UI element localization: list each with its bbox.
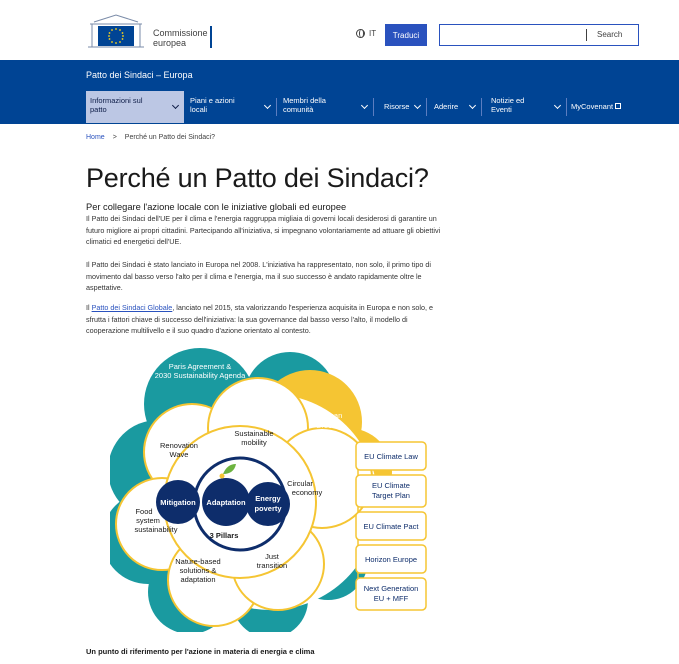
language-selector[interactable]: [356, 29, 376, 38]
petal-food-line2: system: [136, 516, 160, 525]
chevron-down-icon: [361, 102, 368, 109]
site-name[interactable]: Patto dei Sindaci – Europa: [86, 70, 193, 80]
paragraph-intro: Il Patto dei Sindaci dell'UE per il clima e l'energia raggruppa migliaia di governi locali desiderosi di garantire un futuro migliore ai propri cittadini. Partecipando all'iniziativa, si impegnano volontariamente ad attuare gli obiettivi climatici ed energetici dell'UE.: [86, 214, 441, 247]
lead-paragraph: Per collegare l'azione locale con le iniziative globali ed europee: [86, 202, 347, 212]
side-box-horizon-label: Horizon Europe: [364, 555, 418, 564]
logo-divider: [210, 26, 212, 48]
petal-just-line2: transition: [256, 561, 288, 570]
pillar-energy-label: Energy: [255, 494, 281, 503]
chevron-down-icon: [469, 102, 476, 109]
breadcrumb-home[interactable]: Home: [86, 134, 105, 141]
page-title: Perché un Patto dei Sindaci?: [86, 163, 429, 193]
nav-item-informazioni[interactable]: [86, 91, 184, 123]
logo-text: [153, 28, 208, 48]
paragraph-history: Il Patto dei Sindaci è stato lanciato in Europa nel 2008. L'iniziativa ha rappresentato, non solo, il primo tipo di movimento dal basso verso l'alto per il clima e l'energia, ma il suo successo è andato rapidamente oltre le aspettative.: [86, 260, 431, 293]
breadcrumb-current: Perché un Patto dei Sindaci?: [124, 134, 216, 141]
nav-label-line1: Piani e azioni: [190, 96, 235, 105]
paris-label-line2: 2030 Sustainability Agenda: [154, 371, 246, 380]
nav-item-notizie[interactable]: [482, 91, 566, 123]
petal-mobility-line1: Sustainable: [234, 429, 274, 438]
green-deal-line1: European: [309, 411, 343, 420]
paragraph-text: , lanciato nel 2015, sta valorizzando l'esperienza acquisita in Europa e non solo, e sfrutta i fattori chiave di successo dell'iniziativa: la sua governance dal basso verso l'alto, il modello di cooperazione multilivello e il suo quadro d'azione orientato al contesto.: [86, 303, 433, 336]
pillar-mitigation-label: Mitigation: [160, 498, 196, 507]
petal-food-line1: Food: [135, 507, 153, 516]
external-link-icon: [615, 103, 621, 109]
nav-item-membri[interactable]: [277, 91, 373, 123]
logo-line2: europea: [153, 38, 187, 48]
search-button[interactable]: Search: [597, 30, 623, 39]
nav-item-risorse[interactable]: [374, 91, 426, 123]
side-box-climate-law-label: EU Climate Law: [364, 452, 418, 461]
side-box-nextgen-line1: Next Generation: [363, 584, 419, 593]
nav-label: Risorse: [384, 102, 410, 111]
search-input[interactable]: [440, 25, 588, 45]
nav-label-line2: comunità: [283, 105, 314, 114]
nav-label-line2: patto: [90, 105, 107, 114]
chevron-down-icon: [554, 102, 561, 109]
chevron-down-icon: [264, 102, 271, 109]
chevron-down-icon: [414, 102, 421, 109]
petal-food-line3: sustainability: [134, 525, 178, 534]
logo-line1: Commissione: [153, 28, 208, 38]
paris-label-line1: Paris Agreement &: [168, 362, 232, 371]
main-nav: [86, 91, 631, 123]
nav-label-line1: Notizie ed: [491, 96, 525, 105]
nav-item-mycovenant[interactable]: [567, 91, 631, 123]
side-box-target-plan-line1: EU Climate: [372, 481, 410, 490]
side-box-climate-pact-label: EU Climate Pact: [363, 522, 419, 531]
green-deal-line3: Deal: [318, 431, 334, 440]
petal-nature-line1: Nature-based: [175, 557, 221, 566]
petal-circular-line2: economy: [291, 488, 323, 497]
petal-nature-line2: solutions &: [179, 566, 217, 575]
nav-label: MyCovenant: [571, 102, 614, 111]
nav-label: Aderire: [434, 102, 459, 111]
translate-button[interactable]: Traduci: [385, 24, 427, 46]
paragraph-global: [86, 302, 446, 337]
petal-nature-line3: adaptation: [180, 575, 216, 584]
petal-circular-line1: Circular: [287, 479, 313, 488]
breadcrumb: [86, 134, 215, 141]
side-box-nextgen-line2: EU + MFF: [373, 594, 409, 603]
covenant-diagram: [110, 342, 440, 632]
nav-label-line1: Informazioni sul: [90, 96, 143, 105]
logo-building-icon: [86, 14, 146, 48]
petal-mobility-line2: mobility: [241, 438, 267, 447]
global-covenant-link[interactable]: Patto dei Sindaci Globale: [91, 303, 173, 312]
globe-icon: [356, 29, 365, 38]
nav-label-line2: locali: [190, 105, 208, 114]
nav-item-piani[interactable]: [184, 91, 276, 123]
language-code: IT: [369, 29, 377, 38]
chevron-down-icon: [172, 102, 179, 109]
petal-renovation-line1: Renovation: [160, 441, 198, 450]
nav-label-line1: Membri della: [283, 96, 326, 105]
petal-renovation-line2: Wave: [169, 450, 189, 459]
green-deal-line2: Green: [315, 421, 337, 430]
search-box: [439, 24, 639, 46]
section-subheading: Un punto di riferimento per l'azione in materia di energia e clima: [86, 647, 315, 656]
site-header: [0, 0, 679, 60]
pillar-adaptation-label: Adaptation: [206, 498, 246, 507]
pillars-caption: 3 Pillars: [209, 531, 239, 540]
side-box-target-plan-line2: Target Plan: [372, 491, 410, 500]
nav-item-aderire[interactable]: [427, 91, 481, 123]
pillar-poverty-label: poverty: [254, 504, 282, 513]
breadcrumb-separator: >: [112, 134, 117, 141]
paragraph-text: Il: [86, 303, 92, 312]
ec-logo[interactable]: [86, 14, 216, 50]
search-divider: [586, 29, 587, 41]
nav-label-line2: Eventi: [491, 105, 512, 114]
petal-just-line1: Just: [265, 552, 279, 561]
